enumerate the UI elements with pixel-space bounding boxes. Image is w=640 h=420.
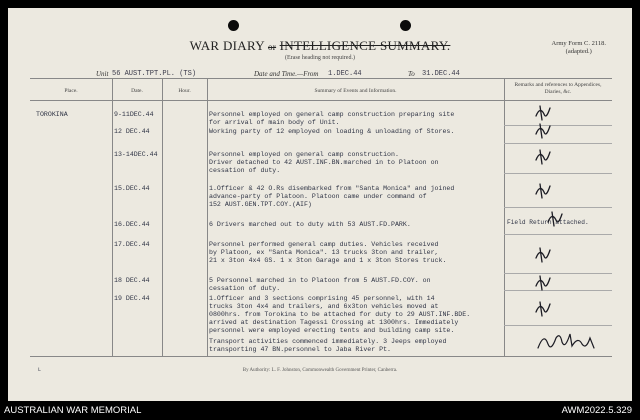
entry-text: 21 x 3ton 4x4 GS. 1 x 3ton Garage and 1 x 3ton Stores truck. — [209, 257, 447, 264]
entry-remark: Field Return attached. — [507, 219, 589, 226]
entry-text: trucks 3ton 4x4 and trailers, and 6x3ton vehicles moved at — [209, 303, 439, 310]
page-title — [8, 38, 632, 54]
entry-text: cessation of duty. — [209, 285, 281, 292]
to-label: To — [408, 70, 415, 78]
header-date: Date. — [131, 88, 143, 94]
entry-date: 17.DEC.44 — [114, 241, 150, 248]
entry-text: 1.Officer and 3 sections comprising 45 personnel, with 14 — [209, 295, 435, 302]
entry-text: for arrival of main body of Unit. — [209, 119, 340, 126]
entry-text: Personnel performed general camp duties. Vehicles received — [209, 241, 439, 248]
form-number — [552, 40, 606, 56]
entry-date: 19 DEC.44 — [114, 295, 150, 302]
date-from: 1.DEC.44 — [328, 70, 362, 78]
entry-text: personnel were employed erecting tents and building camp site. — [209, 327, 455, 334]
entry-text: Personnel employed on general camp construction. — [209, 151, 399, 158]
title-or: or — [267, 42, 277, 52]
binder-hole-right — [400, 20, 411, 31]
col-divider-summary — [504, 78, 505, 356]
entry-text: arrived at destination Tagessi Crossing at 1300hrs. Immediately — [209, 319, 459, 326]
table-top-rule — [30, 78, 612, 79]
title-intelligence-summary: INTELLIGENCE SUMMARY. — [279, 38, 451, 53]
entry-date: 12 DEC.44 — [114, 128, 150, 135]
entry-text: Driver detached to 42 AUST.INF.BN.marched in to Platoon on — [209, 159, 439, 166]
header-place: Place. — [64, 88, 78, 94]
entry-text: Transport activities commenced immediately. 3 Jeeps employed — [209, 338, 447, 345]
table-bottom-rule — [30, 356, 612, 357]
entry-text: advance-party of Platoon. Platoon came under command of — [209, 193, 427, 200]
entry-text: by Platoon, ex "Santa Monica". 13 trucks 3ton and trailer, — [209, 249, 439, 256]
entry-date: 9-11DEC.44 — [114, 111, 154, 118]
date-to: 31.DEC.44 — [422, 70, 460, 78]
entry-text: Working party of 12 employed on loading & unloading of Stores. — [209, 128, 455, 135]
subtitle: (Erase heading not required.) — [285, 55, 355, 61]
officer-signature — [536, 330, 600, 356]
entry-text: 6 Drivers marched out to duty with 53 AUST.FD.PARK. — [209, 221, 411, 228]
entry-text: 5 Personnel marched in to Platoon from 5 AUST.FD.COY. on — [209, 277, 431, 284]
form-note: (adapted.) — [565, 48, 592, 55]
header-remarks: Remarks and references to Appendices, Diaries, &c. — [514, 82, 602, 95]
entry-date: 18 DEC.44 — [114, 277, 150, 284]
title-war-diary: WAR DIARY — [189, 38, 265, 53]
header-summary: Summary of Events and Information. — [314, 88, 397, 94]
margin-mark: L — [38, 367, 42, 373]
entry-place: TOROKINA — [36, 111, 68, 118]
entry-text: 152 AUST.GEN.TPT.COY.(AIF) — [209, 201, 312, 208]
archive-institution: AUSTRALIAN WAR MEMORIAL — [4, 405, 142, 416]
entry-text: transporting 47 BN.personnel to Jaba River Pt. — [209, 346, 392, 353]
initials-signature — [530, 100, 570, 360]
binder-hole-left — [228, 20, 239, 31]
col-divider-hour — [207, 78, 208, 356]
entry-text: 1.Officer & 42 O.Rs disembarked from "Santa Monica" and joined — [209, 185, 455, 192]
form-number-text: Army Form C. 2118. — [551, 40, 606, 47]
entry-text: 0800hrs. from Torokina to be attached for duty to 29 AUST.INF.BDE. — [209, 311, 471, 318]
entry-text: cessation of duty. — [209, 167, 281, 174]
date-label: Date and Time.—From — [254, 70, 319, 78]
diary-page — [8, 8, 632, 401]
printer-authority: By Authority: L. F. Johnston, Commonwealth Government Printer, Canberra. — [242, 368, 398, 373]
entry-date: 13-14DEC.44 — [114, 151, 158, 158]
col-divider-date — [162, 78, 163, 356]
unit-value: 56 AUST.TPT.PL. (TS) — [112, 70, 197, 78]
header-bottom-rule — [30, 100, 612, 101]
archive-reference: AWM2022.5.329 — [561, 405, 632, 416]
entry-date: 15.DEC.44 — [114, 185, 150, 192]
unit-label: Unit — [96, 70, 109, 78]
entry-date: 16.DEC.44 — [114, 221, 150, 228]
header-hour: Hour. — [178, 88, 191, 94]
col-divider-place — [112, 78, 113, 356]
entry-text: Personnel employed on general camp construction preparing site — [209, 111, 455, 118]
